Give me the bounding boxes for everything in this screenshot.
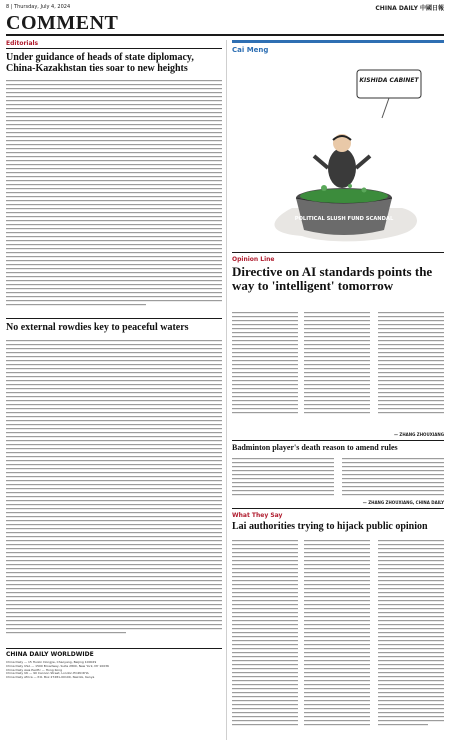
wts-rule (232, 508, 444, 509)
section-masthead: COMMENT (6, 12, 119, 34)
opinion-body (232, 312, 444, 432)
opinion-headline: Directive on AI standards points the way to 'intelligent' tomorrow (232, 264, 433, 294)
editorials-rule (6, 48, 222, 49)
wts-headline: Lai authorities trying to hijack public opinion (232, 521, 428, 532)
second-editorial-headline: No external rowdies key to peaceful waters (6, 322, 189, 333)
badminton-byline: — ZHANG ZHOUXIANG, CHINA DAILY (362, 500, 444, 505)
brand-logo: CHINA DAILY 中國日報 (375, 5, 444, 12)
cartoon-sign-text: KISHIDA CABINET (359, 77, 419, 84)
office-entry: China Daily Asia Pacific — Hong Kong (6, 667, 63, 672)
cartoon-illustration (232, 58, 444, 248)
office-entry: China Daily Africa — P.O. Box 27281-00100, Nairobi, Kenya (6, 675, 95, 680)
text-lines (232, 540, 444, 740)
wts-body (232, 540, 444, 740)
office-entry: China Daily USA — 1500 Broadway, Suite 2800, New York, NY 10036 (6, 663, 109, 668)
text-lines (6, 340, 222, 640)
editorial-divider (6, 318, 222, 319)
what-they-say-label: What They Say (232, 512, 283, 519)
text-lines (232, 312, 444, 432)
masthead-rule (6, 34, 444, 36)
footer-offices (6, 661, 222, 680)
column-divider (226, 40, 227, 740)
badminton-rule (232, 440, 444, 441)
badminton-headline: Badminton player's death reason to amend rules (232, 443, 398, 452)
editorials-label: Editorials (6, 40, 39, 47)
cartoonist-name: Cai Meng (232, 46, 269, 54)
office-entry: China Daily UK — 90 Cannon Street, London EC4N 6HA (6, 671, 89, 676)
lead-editorial-headline: Under guidance of heads of state diplomacy, China-Kazakhstan ties soar to new heights (6, 52, 194, 74)
footer-label: CHINA DAILY WORLDWIDE (6, 651, 94, 658)
cartoon-pot-caption: POLITICAL SLUSH FUND SCANDAL (294, 216, 394, 222)
page-info: 8 | Thursday, July 4, 2024 (6, 4, 71, 10)
political-cartoon (232, 58, 444, 248)
lead-editorial-body (6, 80, 222, 310)
opinion-byline: — ZHANG ZHOUXIANG (394, 432, 444, 437)
office-entry: China Daily — 15 Huixin Dongjie, Chaoyang, Beijing 100029 (6, 660, 97, 664)
text-lines (6, 80, 222, 310)
second-editorial-body (6, 340, 222, 640)
footer-rule (6, 648, 222, 649)
opinion-rule (232, 252, 444, 253)
opinion-line-label: Opinion Line (232, 256, 275, 263)
cartoon-top-bar (232, 40, 444, 43)
